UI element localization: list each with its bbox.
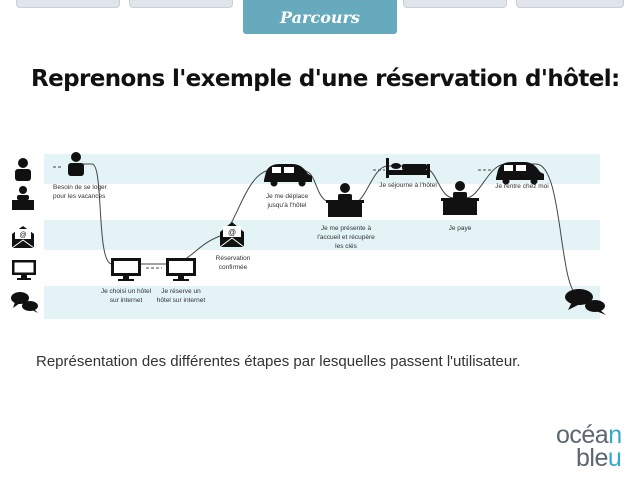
nav-tab-5[interactable] xyxy=(516,0,624,8)
label-choisi-1: Je choisi un hôtel xyxy=(100,288,152,295)
label-paye: Je paye xyxy=(448,225,472,232)
chat-bubbles-icon xyxy=(11,292,38,313)
nav-tab-2[interactable] xyxy=(129,0,233,8)
label-reserve-1: Je réserve un xyxy=(161,288,201,295)
top-navigation xyxy=(0,0,638,36)
label-reserve-2: hôtel sur internet xyxy=(156,297,206,304)
logo-line-1: océan xyxy=(556,421,622,449)
label-accueil-1: Je me présente à xyxy=(320,225,372,232)
figure-caption: Représentation des différentes étapes par lesquelles passent l'utilisateur. xyxy=(36,353,521,370)
label-accueil-3: les clés xyxy=(335,243,357,250)
nav-tab-parcours[interactable] xyxy=(243,0,397,34)
nav-tab-1[interactable] xyxy=(16,0,120,8)
nav-tab-parcours-label: Parcours xyxy=(280,7,360,27)
label-accueil-2: l'accueil et récupère xyxy=(317,234,375,241)
label-rentre: Je rentre chez moi xyxy=(495,183,549,190)
desk-person-icon xyxy=(12,186,34,210)
person-icon xyxy=(15,158,31,181)
label-sejourne: Je séjourne à l'hôtel xyxy=(379,182,437,189)
nav-tab-4[interactable] xyxy=(403,0,507,8)
label-choisi-2: sur internet xyxy=(109,297,143,304)
receptionist-desk-icon xyxy=(441,181,479,215)
label-besoin-2: pour les vacances xyxy=(53,193,106,200)
ocean-bleu-logo xyxy=(556,421,636,472)
email-icon xyxy=(12,226,34,248)
label-deplace-2: jusqu'à l'hôtel xyxy=(267,202,307,209)
label-confirm-1: Réservation xyxy=(215,255,251,262)
monitor-icon xyxy=(12,260,36,280)
monitor-icon xyxy=(111,258,141,281)
page-title: Reprenons l'exemple d'une réservation d'hôtel: xyxy=(31,66,620,92)
label-besoin-1: Besoin de se loger xyxy=(53,184,107,191)
label-confirm-2: confirmée xyxy=(218,264,248,271)
monitor-icon xyxy=(166,258,196,281)
label-deplace-1: Je me déplace xyxy=(265,193,309,200)
journey-diagram xyxy=(0,150,638,325)
svg-text:@: @ xyxy=(227,228,237,237)
svg-text:@: @ xyxy=(19,232,27,239)
logo-line-2: bleu xyxy=(576,444,622,472)
receptionist-desk-icon xyxy=(326,183,364,217)
